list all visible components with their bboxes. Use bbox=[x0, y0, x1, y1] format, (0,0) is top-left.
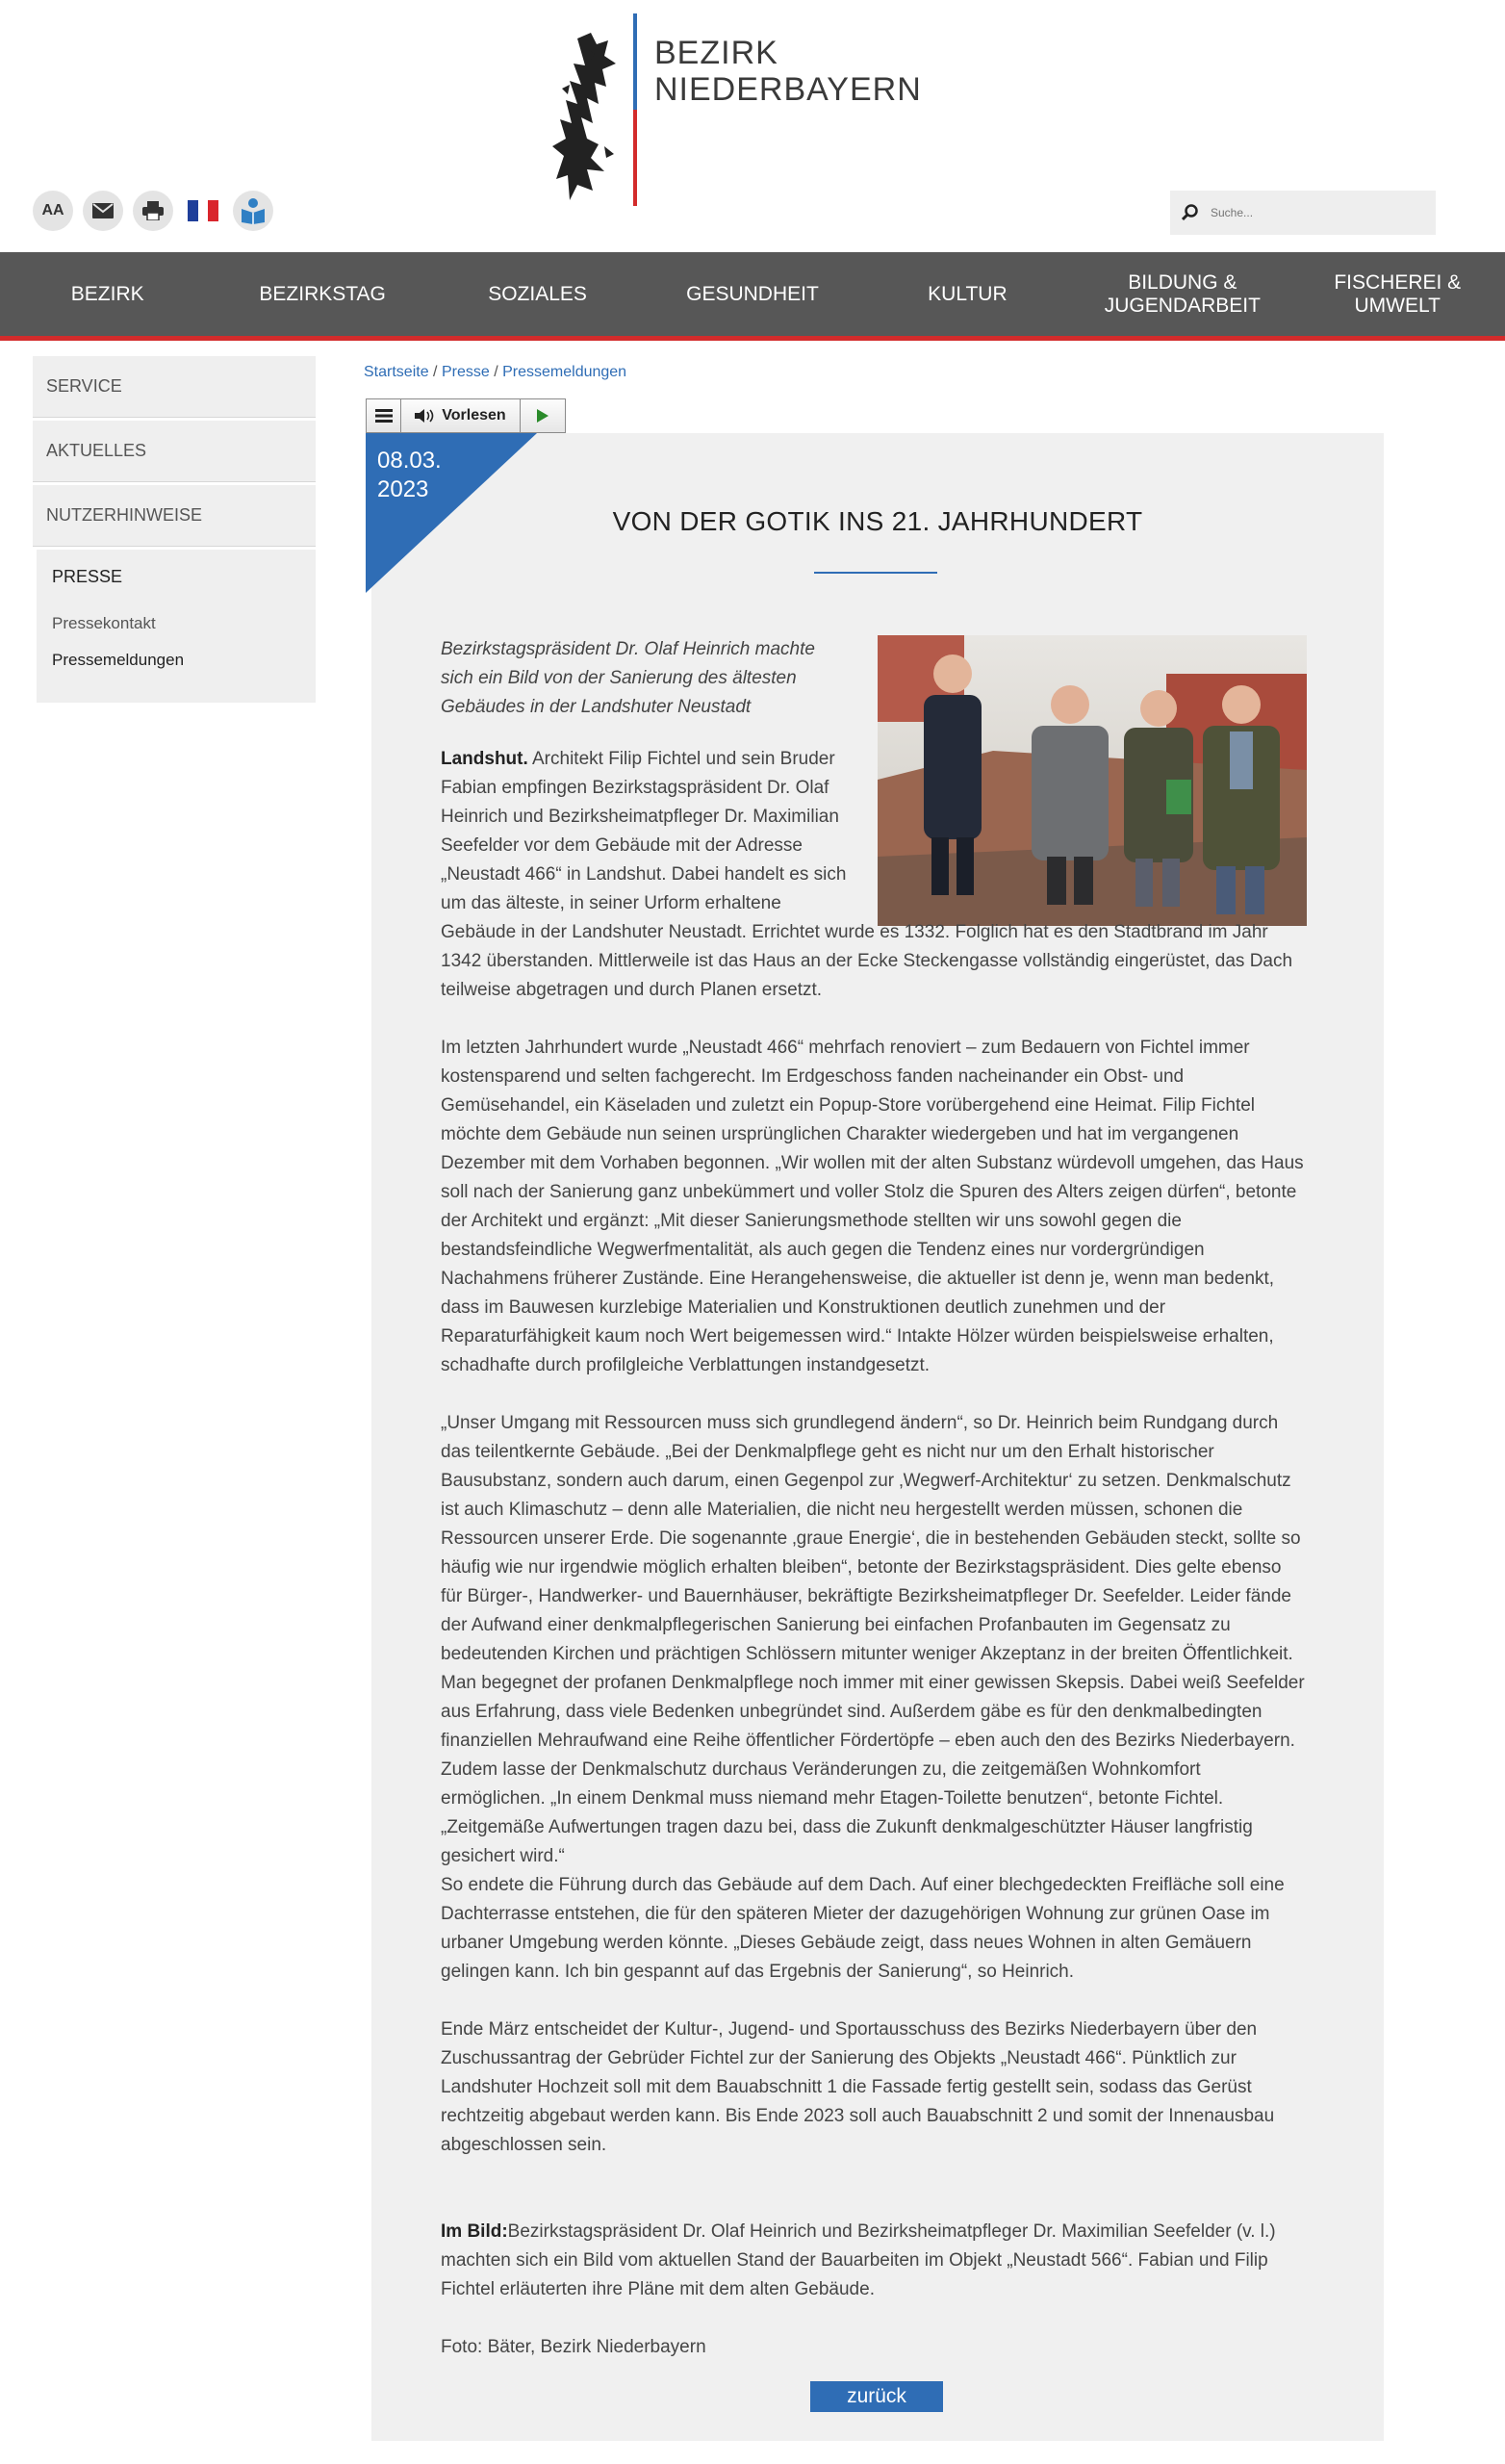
nav-label: SOZIALES bbox=[488, 282, 587, 305]
french-flag-icon bbox=[188, 200, 218, 221]
nav-label: BEZIRKSTAG bbox=[259, 282, 386, 305]
image-wrap-spacer bbox=[858, 622, 1307, 911]
read-aloud-label: Vorlesen bbox=[442, 407, 506, 424]
article-paragraph bbox=[441, 745, 1307, 1005]
breadcrumb-link[interactable]: Pressemeldungen bbox=[502, 364, 627, 380]
easy-language-icon bbox=[240, 197, 267, 224]
photo-credit: Foto: Bäter, Bezirk Niederbayern bbox=[441, 2337, 706, 2357]
speaker-icon bbox=[415, 408, 436, 424]
breadcrumb bbox=[364, 364, 626, 381]
font-size-button[interactable] bbox=[33, 191, 73, 231]
sidebar-item-aktuelles[interactable] bbox=[33, 421, 316, 482]
print-button[interactable] bbox=[133, 191, 173, 231]
page-title: VON DER GOTIK INS 21. JAHRHUNDERT bbox=[612, 506, 1143, 536]
toolbar bbox=[33, 191, 273, 231]
article-lead: Bezirkstagspräsident Dr. Olaf Heinrich machte sich ein Bild von der Sanierung des ältesten Gebäudes in der Landshuter Neustadt bbox=[441, 639, 815, 717]
play-icon bbox=[536, 408, 549, 424]
nav-item-gesundheit[interactable] bbox=[645, 252, 859, 336]
sidebar-item-nutzerhinweise[interactable] bbox=[33, 485, 316, 547]
breadcrumb-separator: / bbox=[494, 364, 498, 380]
nav-label: FISCHEREI & UMWELT bbox=[1334, 270, 1462, 317]
article-paragraph: Im letzten Jahrhundert wurde „Neustadt 466“ mehrfach renoviert – zum Bedauern von Fichtel immer kostensparend und selten fachgerecht. Im Erdgeschoss fanden nacheinander ein Obst- und Gemüsehandel, ein Käseladen und zuletzt ein Popup-Store vorübergehend eine Heimat. Filip Fichtel möchte dem Gebäude nun seinen ursprünglichen Charakter wiedergeben und hat im vergangenen Dezember mit dem Vorhaben begonnen. „Wir wollen mit der alten Substanz würdevoll umgehen, das Haus soll nach der Sanierung ganz unbekümmert und voller Stolz die Spuren des Alters zeigen dürfen“, betonte der Architekt und ergänzt: „Mit dieser Sanierungsmethode stellten wir uns sowohl gegen die bestandsfeindliche Wegwerfmentalität, als auch gegen die Tendenz eines nur vordergründigen Nachahmens früherer Zustände. Eine Herangehensweise, die aktueller ist denn je, wenn man bedenkt, dass im Bauwesen kurzlebige Materialien und Konstruktionen deutlich zunehmen und der Reparaturfähigkeit kaum noch Wert beigemessen wird.“ Intakte Hölzer würden beispielsweise erhalten, schadhafte durch profilgleiche Verblattungen instandgesetzt. bbox=[441, 1038, 1304, 1375]
breadcrumb-link[interactable]: Startseite bbox=[364, 364, 429, 380]
article-body bbox=[441, 635, 1307, 2391]
sidebar-item-presse[interactable]: PRESSE bbox=[52, 567, 123, 586]
nav-item-bezirk[interactable] bbox=[0, 252, 215, 336]
easy-language-button[interactable] bbox=[233, 191, 273, 231]
menu-icon bbox=[375, 409, 393, 423]
nav-label: GESUNDHEIT bbox=[686, 282, 819, 305]
photo-caption bbox=[441, 2218, 1307, 2304]
sidebar-subitem-pressekontakt[interactable]: Pressekontakt bbox=[52, 614, 156, 632]
sidebar-item-service[interactable] bbox=[33, 356, 316, 418]
panther-crest-icon bbox=[548, 31, 622, 204]
sidebar-section-presse bbox=[37, 550, 316, 703]
site-logo[interactable] bbox=[548, 13, 922, 206]
sidebar-subitem-pressemeldungen[interactable]: Pressemeldungen bbox=[52, 651, 185, 669]
article-panel bbox=[371, 433, 1384, 2441]
reader-menu-button[interactable] bbox=[367, 399, 401, 432]
breadcrumb-separator: / bbox=[433, 364, 438, 380]
article-date: 08.03. 2023 bbox=[377, 448, 442, 502]
read-aloud-button[interactable] bbox=[401, 399, 521, 432]
nav-item-soziales[interactable] bbox=[430, 252, 645, 336]
sidebar bbox=[33, 356, 316, 703]
article-paragraph: Ende März entscheidet der Kultur-, Jugend- und Sportausschuss des Bezirks Niederbayern über den Zuschussantrag der Gebrüder Fichtel zur der Sanierung des Objekts „Neustadt 466“. Pünktlich zur Landshuter Hochzeit soll mit dem Bauabschnitt 1 die Fassade fertig gestellt sein, sodass das Gerüst rechtzeitig abgebaut werden kann. Bis Ende 2023 soll auch Bauabschnitt 2 und somit der Innenausbau abgeschlossen sein. bbox=[441, 2019, 1275, 2155]
article-paragraph: „Unser Umgang mit Ressourcen muss sich grundlegend ändern“, so Dr. Heinrich beim Rundgang durch das teilentkernte Gebäude. „Bei der Denkmalpflege geht es nicht nur um den Erhalt historischer Bausubstanz, sondern auch darum, einen Gegenpol zur ‚Wegwerf-Architektur‘ zu setzen. Denkmalschutz ist auch Klimaschutz – denn alle Materialien, die nicht neu hergestellt werden müssen, schonen die Ressourcen unserer Erde. Die sogenannte ‚graue Energie‘, die in bestehenden Gebäuden steckt, sollte so häufig wie nur irgendwie möglich erhalten bleiben“, betonte der Bezirkstagspräsident. Dies gelte ebenso für Bürger-, Handwerker- und Bauernhäuser, bekräftigte Bezirksheimatpfleger Dr. Seefelder. Leider fände der Aufwand einer denkmalpflegerischen Sanierung bei einfachen Profanbauten im Gegensatz zu bedeutenden Kirchen und prächtigen Schlössern mitunter weniger Akzeptanz in der breiten Öffentlichkeit. Man begegnet der profanen Denkmalpflege noch immer mit einer gewissen Skepsis. Dabei weiß Seefelder aus Erfahrung, dass viele Bedenken unbegründet sind. Außerdem gäbe es für den denkmalbedingten finanziellen Mehraufwand eine Reihe öffentlicher Fördertöpfe – eben auch den des Bezirks Niederbayern. Zudem lasse der Denkmalschutz durchaus Veränderungen zu, die zeitgemäßen Wohnkomfort ermöglichen. „In einem Denkmal muss niemand mehr Etagen-Toilette benutzen“, betonte Fichtel. „Zeitgemäße Aufwertungen tragen dazu bei, dass die Zukunft denkmalgeschützter Häuser langfristig gesichert wird.“ bbox=[441, 1413, 1305, 1866]
sidebar-item-label: NUTZERHINWEISE bbox=[46, 505, 202, 525]
caption-text: Bezirkstagspräsident Dr. Olaf Heinrich und Bezirksheimatpfleger Dr. Maximilian Seefelder (v. l.) machten sich ein Bild vom aktuellen Stand der Bauarbeiten im Objekt „Neustadt 566“. Fabian und Filip Fichtel erläuterten ihre Pläne mit dem alten Gebäude. bbox=[441, 2221, 1276, 2299]
nav-item-bildung[interactable] bbox=[1075, 252, 1289, 336]
nav-item-fischerei[interactable] bbox=[1290, 252, 1505, 336]
nav-label: KULTUR bbox=[928, 282, 1008, 305]
reader-play-button[interactable] bbox=[521, 399, 565, 432]
nav-item-bezirkstag[interactable] bbox=[215, 252, 429, 336]
sidebar-item-label: AKTUELLES bbox=[46, 441, 147, 460]
nav-label: BEZIRK bbox=[70, 282, 144, 305]
title-divider bbox=[814, 572, 937, 574]
sidebar-item-label: SERVICE bbox=[46, 376, 122, 396]
breadcrumb-link[interactable]: Presse bbox=[441, 364, 490, 380]
article-dateline: Landshut. bbox=[441, 749, 528, 769]
search-icon[interactable] bbox=[1182, 204, 1199, 221]
email-button[interactable] bbox=[83, 191, 123, 231]
logo-divider bbox=[633, 13, 637, 206]
brand-title: BEZIRK NIEDERBAYERN bbox=[654, 35, 922, 108]
read-aloud-widget bbox=[366, 398, 566, 433]
search-box bbox=[1170, 191, 1436, 235]
main-nav bbox=[0, 252, 1505, 341]
nav-item-kultur[interactable] bbox=[860, 252, 1075, 336]
search-input[interactable] bbox=[1211, 206, 1422, 219]
nav-label: BILDUNG & JUGENDARBEIT bbox=[1104, 270, 1261, 317]
caption-label: Im Bild: bbox=[441, 2221, 508, 2242]
language-french-button[interactable] bbox=[183, 191, 223, 231]
printer-icon bbox=[142, 201, 164, 220]
paragraph-text: Architekt Filip Fichtel und sein Bruder Fabian empfingen Bezirkstagspräsident Dr. Olaf Heinrich und Bezirksheimatpfleger Dr. Maximilian Seefelder vor dem Gebäude mit der Adresse „Neustadt 466“ in Landshut. Dabei handelt es sich um das älteste, in seiner Urform erhaltene Gebäude in der Landshuter Neustadt. Errichtet wurde es 1332. Folglich hat es den Stadtbrand im Jahr 1342 überstanden. Mittlerweile ist das Haus an der Ecke Steckengasse vollständig eingerüstet, das Dach teilweise abgetragen und durch Planen ersetzt. bbox=[441, 749, 1293, 1000]
envelope-icon bbox=[92, 203, 114, 218]
article-paragraph: So endete die Führung durch das Gebäude auf dem Dach. Auf einer blechgedeckten Freifläche soll eine Dachterrasse entstehen, die für den späteren Mieter der dazugehörigen Wohnung zur grünen Oase im urbaner Umgebung werden könnte. „Dieses Gebäude zeigt, dass neues Wohnen in alten Gemäuern gelingen kann. Ich bin gespannt auf das Ergebnis der Sanierung“, so Heinrich. bbox=[441, 1875, 1285, 1982]
font-size-icon: AA bbox=[41, 202, 64, 218]
back-button[interactable]: zurück bbox=[810, 2381, 943, 2412]
